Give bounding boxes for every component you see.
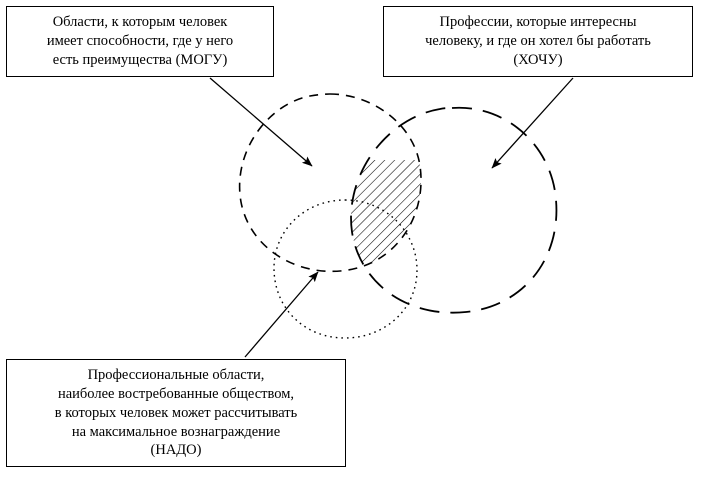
hochu-label	[383, 6, 693, 77]
mogu-label-line-3: есть преимущества (МОГУ)	[52, 51, 228, 68]
mogu-label-line-1: Области, к которым человек	[52, 14, 228, 30]
nado-label-line-2: наиболее востребованные обществом,	[57, 385, 295, 402]
arrow-nado	[245, 272, 318, 357]
nado-label-line-4: на максимальное вознаграждение	[71, 423, 281, 440]
nado-label	[6, 359, 346, 467]
mogu-label-line-2: имеет способности, где у него	[46, 32, 234, 49]
nado-label-line-1: Профессиональные области,	[87, 367, 265, 383]
nado-label-line-5: (НАДО)	[150, 442, 202, 459]
hochu-label-line-3: (ХОЧУ)	[513, 51, 563, 68]
nado-label-line-3: в которых человек может рассчитывать	[54, 404, 298, 421]
mogu-label	[6, 6, 274, 77]
arrow-mogu	[210, 78, 312, 166]
arrow-hochu	[492, 78, 573, 168]
intersection-hatch	[330, 160, 450, 290]
hochu-label-line-1: Профессии, которые интересны	[439, 14, 637, 30]
nado-circle	[274, 200, 417, 338]
hochu-label-line-2: человеку, и где он хотел бы работать	[425, 32, 651, 49]
